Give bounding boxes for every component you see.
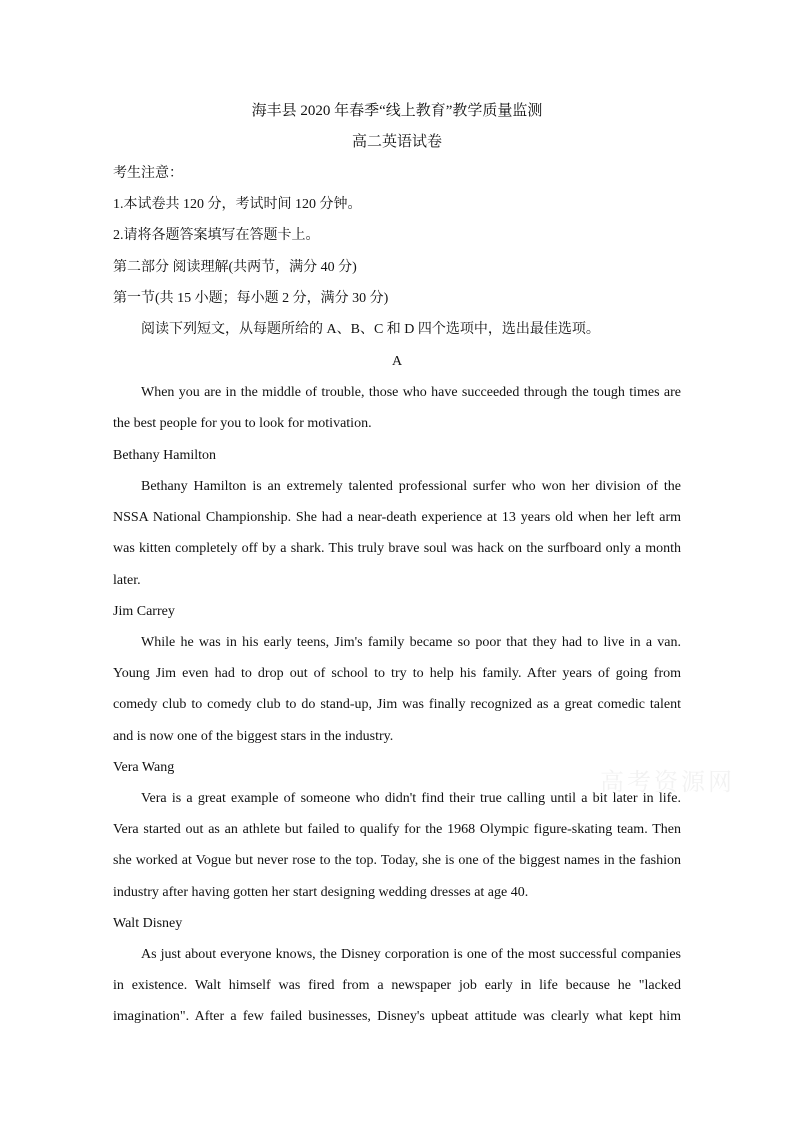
passage-line: industry after having gotten her start designing wedding dresses at age 40. [113, 885, 529, 900]
passage-line: imagination". After a few failed businesses, Disney's upbeat attitude was clearly what kept him [113, 1009, 681, 1024]
passage-line: was kitten completely off by a shark. This truly brave soul was hack on the surfboard only a month [113, 541, 681, 556]
exam-title: 海丰县 2020 年春季“线上教育”教学质量监测 [251, 103, 543, 119]
person-name: Bethany Hamilton [113, 448, 217, 463]
passage-line: she worked at Vogue but never rose to the top. Today, she is one of the biggest names in the fashion [113, 853, 681, 868]
passage-line: While he was in his early teens, Jim's family became so poor that they had to live in a van. [141, 635, 681, 650]
passage-line: in existence. Walt himself was fired from a newspaper job early in life because he "lacked [113, 978, 681, 993]
person-name: Vera Wang [113, 760, 175, 775]
passage-line: NSSA National Championship. She had a near-death experience at 13 years old when her left arm [113, 510, 681, 525]
passage-label: A [391, 354, 403, 369]
passage-line: later. [113, 573, 141, 588]
passage-line: As just about everyone knows, the Disney corporation is one of the most successful companies [141, 947, 681, 962]
passage-line: and is now one of the biggest stars in the industry. [113, 729, 394, 744]
section-heading: 第一节(共 15 小题；每小题 2 分，满分 30 分) [113, 291, 389, 306]
notice-heading: 考生注意： [113, 166, 183, 181]
notice-item: 1.本试卷共 120 分，考试时间 120 分钟。 [113, 197, 362, 212]
person-name: Jim Carrey [113, 604, 175, 619]
watermark: 高考资源网 [600, 768, 735, 796]
person-name: Walt Disney [113, 916, 183, 931]
passage-line: Vera started out as an athlete but failed to qualify for the 1968 Olympic figure-skating team. Then [113, 822, 681, 837]
passage-line: comedy club to comedy club to do stand-up, Jim was finally recognized as a great comedic talent [113, 697, 681, 712]
part-heading: 第二部分 阅读理解(共两节，满分 40 分) [113, 260, 357, 275]
instruction-text: 阅读下列短文，从每题所给的 A、B、C 和 D 四个选项中，选出最佳选项。 [141, 322, 600, 337]
passage-line: Vera is a great example of someone who didn't find their true calling until a bit later in life. [141, 791, 681, 806]
exam-subtitle: 高二英语试卷 [351, 134, 442, 150]
notice-item: 2.请将各题答案填写在答题卡上。 [113, 228, 320, 243]
passage-line: Young Jim even had to drop out of school to try to help his family. After years of going from [113, 666, 681, 681]
passage-line: Bethany Hamilton is an extremely talented professional surfer who won her division of the [141, 479, 681, 494]
passage-line: When you are in the middle of trouble, those who have succeeded through the tough times are [141, 385, 681, 400]
passage-line: the best people for you to look for motivation. [113, 416, 372, 431]
